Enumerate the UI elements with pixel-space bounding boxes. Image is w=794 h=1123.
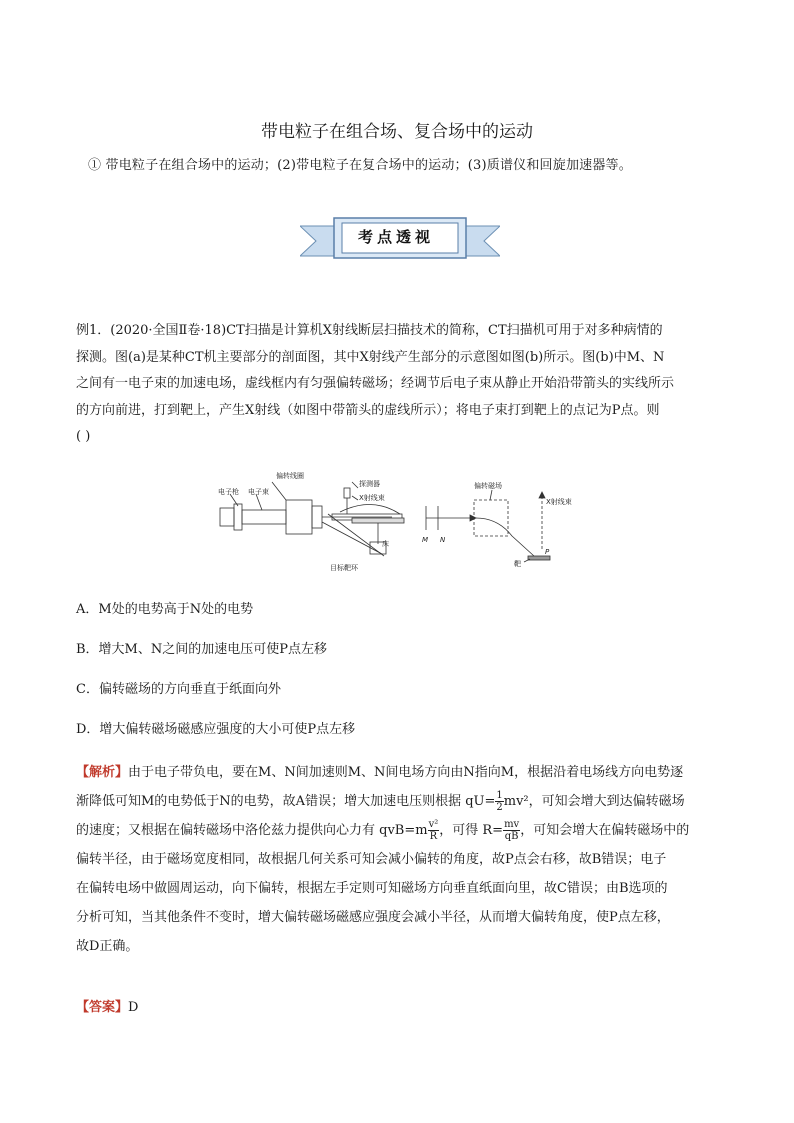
question-text: 例1．(2020·全国Ⅱ卷·18)CT扫描是计算机X射线断层扫描技术的简称，CT扫描机可用于对多种病情的 探测。图(a)是某种CT机主要部分的剖面图，其中X射线产生部分的示意图如图(b)所示。图(b)中M、N 之间有一电子束的加速电场，虚线框内有匀强偏转磁场；经调节后电子束从静止开始沿带箭头的实线所示 的方向前进，打到靶上，产生X射线（如图中带箭头的虚线所示）；将电子束打到靶上的点记为P点。则 ( ) [76, 323, 675, 444]
figure-b [426, 490, 550, 562]
label-b-xray: X射线束 [546, 498, 572, 506]
label-a-bed: 床 [382, 540, 389, 548]
label-a-ring: 目标靶环 [330, 564, 358, 572]
answer-line [76, 996, 138, 1015]
page-title: 带电粒子在组合场、复合场中的运动 [261, 122, 533, 142]
label-b-p: P [545, 548, 550, 556]
label-b-field: 偏转磁场 [474, 482, 502, 490]
option-d: D．增大偏转磁场磁感应强度的大小可使P点左移 [76, 722, 356, 737]
label-a-coil: 偏转线圈 [276, 472, 304, 480]
label-a-gun: 电子枪 [218, 488, 239, 496]
label-b-n: N [440, 536, 446, 544]
fraction-mv-qb: $\frac{mv}{qB}$ [504, 819, 520, 842]
ct-scanner-figure [212, 466, 572, 576]
label-b-m: M [422, 536, 429, 544]
option-b: B．增大M、N之间的加速电压可使P点左移 [76, 642, 327, 657]
label-a-beam: 电子束 [248, 488, 269, 496]
option-c: C．偏转磁场的方向垂直于纸面向外 [76, 682, 281, 697]
label-a-xray: X射线束 [359, 494, 385, 502]
fraction-one-half: $\frac{1}{2}$ [496, 790, 503, 813]
ribbon-label: 考点透视 [357, 228, 434, 246]
option-a: A．M处的电势高于N处的电势 [76, 602, 254, 617]
topic-intro: ① 带电粒子在组合场中的运动；(2)带电粒子在复合场中的运动；(3)质谱仪和回旋加速器等。 [88, 158, 632, 173]
analysis-tag: 【解析】 [76, 765, 129, 780]
label-a-detector: 探测器 [359, 480, 380, 488]
answer-tag: 【答案】 [76, 1000, 129, 1015]
analysis-block: 【解析】由于电子带负电，要在M、N间加速则M、N间电场方向由N指向M，根据沿着电场线方向电势逐 渐降低可知M的电势低于N的电势，故A错误；增大加速电压则根据 qU= $\frac{1}{2}$ mv²，可知会增大到达偏转磁场 的速度；又根据在偏转磁场中洛伦兹力提供向心力有 qvB=m $\frac{\text{v²}}{R}$ ，可得 R= $\frac{mv}{qB}$ ，可知会增大在偏转磁场中的 偏转半径，由于磁场宽度相同，故根据几何关系可知会减小偏转的角度，故P点会右移，故B错误；电子 在偏转电场中做圆周运动，向下偏转，根据左手定则可知磁场方向垂直纸面向里，故C错误；由B选项的 分析可知，当其他条件不变时，增大偏转磁场磁感应强度会减小半径，从而增大偏转角度，使P点左移， 故D正确。 [76, 765, 690, 954]
label-b-target: 靶 [514, 560, 521, 568]
fraction-v2-r: $\frac{\text{v²}}{R}$ [428, 819, 439, 842]
answer-value: D [128, 1000, 139, 1015]
